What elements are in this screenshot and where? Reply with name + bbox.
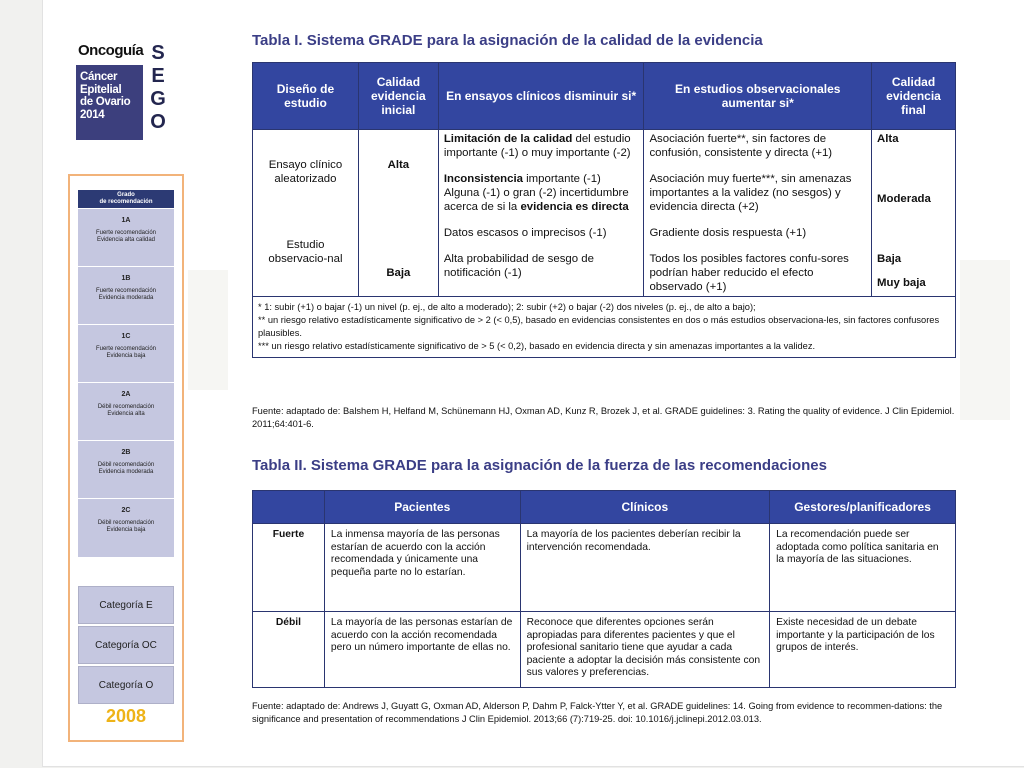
- year-label: 2008: [105, 706, 147, 726]
- grade-panel: [68, 174, 184, 742]
- final-quality: Muy baja: [877, 277, 926, 289]
- increase-cell: [644, 130, 872, 297]
- final-quality: Moderada: [877, 193, 931, 205]
- table1-title: Tabla I. Sistema GRADE para la asignación de la calidad de la evidencia: [252, 32, 763, 49]
- grade-item-1a: [78, 208, 174, 267]
- initial-quality-low: Baja: [386, 267, 411, 279]
- decrease-text: del estudio importante (-1) o muy importante (-2): [443, 133, 631, 159]
- table2-header: [253, 491, 325, 524]
- sego-logo: [148, 42, 168, 134]
- clinicos-cell: Reconoce que diferentes opciones serán apropiadas para diferentes pacientes y que el profesional sanitario tiene que ayudar a cada paciente a adoptar la decisión más consistente con sus valores y preferencias.: [520, 612, 770, 688]
- logo-line: 2014: [80, 108, 105, 121]
- increase-item: Gradiente dosis respuesta (+1): [649, 227, 807, 239]
- grade-desc: Fuerte recomendación Evidencia baja: [95, 346, 157, 359]
- sego-letter: S: [151, 42, 165, 64]
- decrease-item: [444, 132, 639, 160]
- gestores-cell: La recomendación puede ser adoptada como política sanitaria en la mayoría de las situaciones.: [770, 524, 956, 612]
- decrease-cell: [438, 130, 644, 297]
- note-line: ** un riesgo relativo estadísticamente significativo de > 2 (< 0,5), basado en evidencias consistentes en dos o más estudios observaciona-les, sin factores confusores plausibles.: [258, 315, 940, 338]
- decorative-shape: [960, 260, 1010, 420]
- category-oc: Categoría OC: [78, 626, 174, 664]
- note-line: *** un riesgo relativo estadísticamente significativo de > 5 (< 0,2), basado en evidencia directa y sin amenazas importantes a la validez.: [258, 341, 816, 351]
- design-cell: [253, 130, 359, 297]
- table2-header-row: [253, 491, 956, 524]
- grade-desc: Fuerte recomendación Evidencia moderada: [95, 288, 157, 301]
- table2-row-fuerte: [253, 524, 956, 612]
- oncoguia-logo: [64, 40, 172, 144]
- table2-source: Fuente: adaptado de: Andrews J, Guyatt G, Oxman AD, Alderson P, Dahm P, Falck-Ytter Y, et al. GRADE guidelines: 14. Going from evidence to recommen-dations: the significance and presentation of recommendations J Clin Epidemiol. 2013;66 (7):719-25. doi: 10.1016/j.jclinepi.2012.03.013.: [252, 701, 943, 724]
- row-label: Débil: [253, 612, 325, 688]
- decrease-text: importante (-1) Alguna (-1) o gran (-2) incertidumbre acerca de si la: [443, 173, 629, 213]
- category-o: Categoría O: [78, 666, 174, 704]
- grade-item-1b: [78, 266, 174, 325]
- logo-line: de Ovario: [80, 96, 131, 108]
- decrease-item: Datos escasos o imprecisos (-1): [443, 227, 607, 239]
- category-e: Categoría E: [78, 586, 174, 624]
- grade-code: 2B: [121, 449, 131, 456]
- decrease-bold: evidencia es directa: [520, 201, 629, 213]
- pacientes-cell: La inmensa mayoría de las personas estarían de acuerdo con la acción recomendada y únicamente una pequeña parte no lo estarían.: [324, 524, 520, 612]
- initial-quality-cell: [358, 130, 438, 297]
- sego-letter: E: [151, 65, 165, 87]
- grade-header: Grado de recomendación: [78, 190, 174, 208]
- final-quality: Baja: [877, 253, 902, 265]
- grade-code: 1C: [121, 333, 131, 340]
- decrease-bold: Inconsistencia: [443, 173, 523, 185]
- table1: [252, 62, 956, 358]
- grade-code: 2A: [121, 391, 131, 398]
- row-label: Fuerte: [253, 524, 325, 612]
- table2-header: Gestores/planificadores: [770, 491, 956, 524]
- grade-item-2c: [78, 498, 174, 557]
- grade-item-2a: [78, 382, 174, 441]
- grade-desc: Débil recomendación Evidencia alta: [97, 404, 155, 417]
- decrease-bold: Limitación de la calidad: [443, 133, 573, 145]
- table1-notes: [253, 297, 956, 358]
- table1-header: Calidad evidencia inicial: [358, 63, 438, 130]
- table1-header: Calidad evidencia final: [872, 63, 956, 130]
- grade-desc: Débil recomendación Evidencia moderada: [97, 462, 155, 475]
- grade-code: 1B: [121, 275, 131, 282]
- increase-item: Todos los posibles factores confu-sores podrían haber reducido el efecto observado (+1): [649, 253, 849, 293]
- logo-line: Epitelial: [80, 83, 122, 96]
- logo-title: Oncoguía: [78, 42, 144, 59]
- gestores-cell: Existe necesidad de un debate importante y la participación de los grupos de interés.: [770, 612, 956, 688]
- table1-header: En estudios observacionales aumentar si*: [644, 63, 872, 130]
- grade-code: 2C: [121, 507, 131, 514]
- table1-body-row: [253, 130, 956, 297]
- note-line: * 1: subir (+1) o bajar (-1) un nivel (p. ej., de alto a moderado); 2: subir (+2) o bajar (-2) dos niveles (p. ej., de alto a bajo);: [258, 302, 756, 312]
- table2-header: Pacientes: [324, 491, 520, 524]
- decrease-item: [444, 172, 639, 214]
- design-observational: Estudio observacio-nal: [268, 239, 343, 265]
- final-quality-cell: [872, 130, 956, 297]
- table2-title: Tabla II. Sistema GRADE para la asignación de la fuerza de las recomendaciones: [252, 457, 827, 474]
- grade-item-1c: [78, 324, 174, 383]
- table1-header: Diseño de estudio: [253, 63, 359, 130]
- table1-source: Fuente: adaptado de: Balshem H, Helfand M, Schünemann HJ, Oxman AD, Kunz R, Brozek J, et al. GRADE guidelines: 3. Rating the quality of evidence. J Clin Epidemiol. 2011;64:401-6.: [252, 406, 955, 429]
- logo-box: [76, 65, 143, 140]
- grade-desc: Débil recomendación Evidencia baja: [97, 520, 155, 533]
- logo-line: Cáncer: [80, 71, 118, 83]
- sego-letter: O: [150, 111, 166, 133]
- table2: [252, 490, 956, 688]
- grade-code: 1A: [121, 217, 131, 224]
- decorative-shape: [188, 270, 228, 390]
- increase-item: Asociación muy fuerte***, sin amenazas importantes a la validez (no sesgos) y evidencia directa (+2): [649, 173, 852, 213]
- table2-header: Clínicos: [520, 491, 770, 524]
- table1-header-row: [253, 63, 956, 130]
- pacientes-cell: La mayoría de las personas estarían de acuerdo con la acción recomendada pero un número importante de ellas no.: [324, 612, 520, 688]
- increase-item: Asociación fuerte**, sin factores de confusión, consistente y directa (+1): [649, 133, 833, 159]
- initial-quality-high: Alta: [387, 159, 410, 171]
- decrease-item: Alta probabilidad de sesgo de notificación (-1): [443, 253, 594, 279]
- grade-desc: Fuerte recomendación Evidencia alta calidad: [95, 230, 157, 243]
- grade-item-2b: [78, 440, 174, 499]
- table1-header: En ensayos clínicos disminuir si*: [438, 63, 644, 130]
- design-rct: Ensayo clínico aleatorizado: [268, 159, 343, 185]
- final-quality: Alta: [877, 133, 899, 145]
- sego-letter: G: [150, 88, 166, 110]
- table2-row-debil: [253, 612, 956, 688]
- table1-notes-row: [253, 297, 956, 358]
- clinicos-cell: La mayoría de los pacientes deberían recibir la intervención recomendada.: [520, 524, 770, 612]
